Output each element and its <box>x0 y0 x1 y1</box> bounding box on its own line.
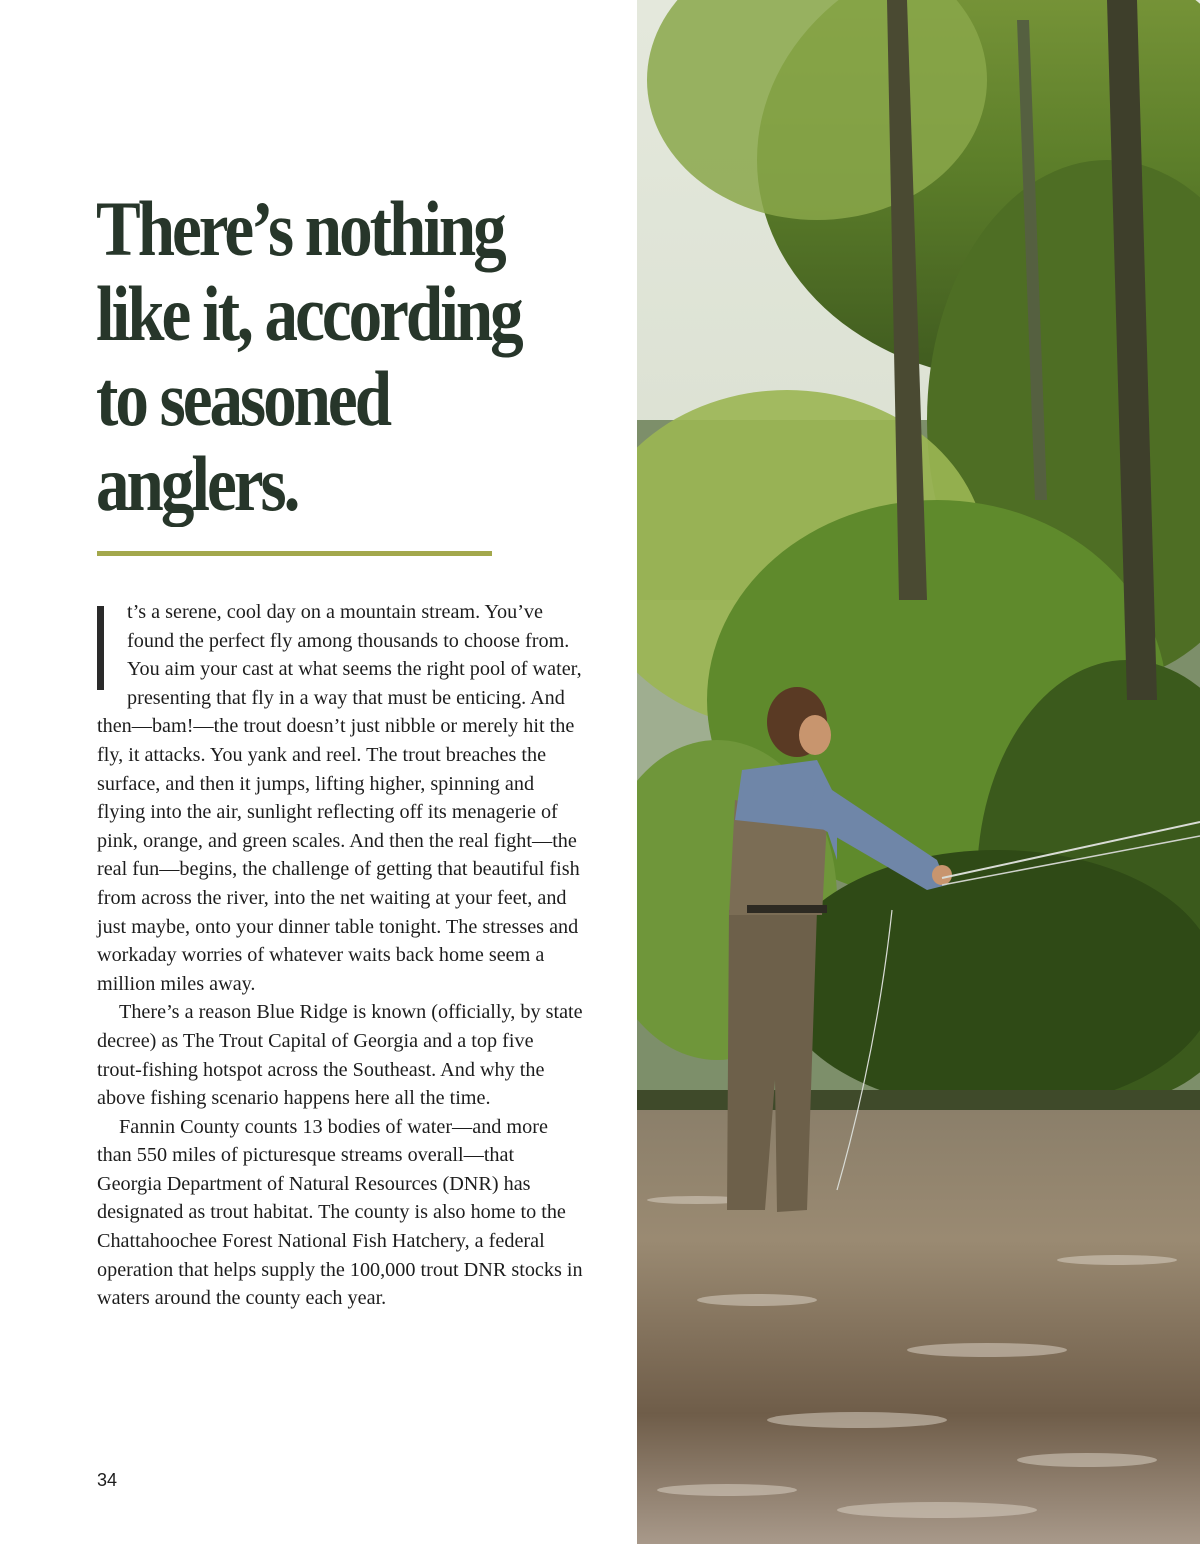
headline: There’s nothing like it, according to seasoned anglers. <box>96 185 521 527</box>
page-number: 34 <box>97 1470 118 1490</box>
article-body <box>97 598 583 1313</box>
article-paragraph-1 <box>97 598 583 998</box>
article-paragraph-2: There’s a reason Blue Ridge is known (officially, by state decree) as The Trout Capital of Georgia and a top five trout-fishing hotspot across the Southeast. And why the above fishing scenario happens here all the time. <box>97 1001 583 1110</box>
accent-rule <box>97 551 492 556</box>
paragraph-1-text: t’s a serene, cool day on a mountain stream. You’ve found the perfect fly among thousands to choose from. You aim your cast at what seems the right pool of water, presenting that fly in a way that must be enticing. And then—bam!—the trout doesn’t just nibble or merely hit the fly, it attacks. You yank and reel. The trout breaches the surface, and then it jumps, lifting higher, spinning and flying into the air, sunlight reflecting off its menagerie of pink, orange, and green scales. And then the real fight—the real fun—begins, the challenge of getting that beautiful fish from across the river, into the net waiting at your feet, and just maybe, onto your dinner table tonight. The stresses and workaday worries of whatever waits back home seem a million miles away. <box>97 601 582 995</box>
article-paragraph-3: Fannin County counts 13 bodies of water—and more than 550 miles of picturesque streams overall—that Georgia Department of Natural Resources (DNR) has designated as trout habitat. The county is also home to the Chattahoochee Forest National Fish Hatchery, a federal operation that helps supply the 100,000 trout DNR stocks in waters around the county each year. <box>97 1115 583 1310</box>
fly-fishing-photo <box>637 0 1200 1544</box>
drop-cap <box>97 598 127 690</box>
